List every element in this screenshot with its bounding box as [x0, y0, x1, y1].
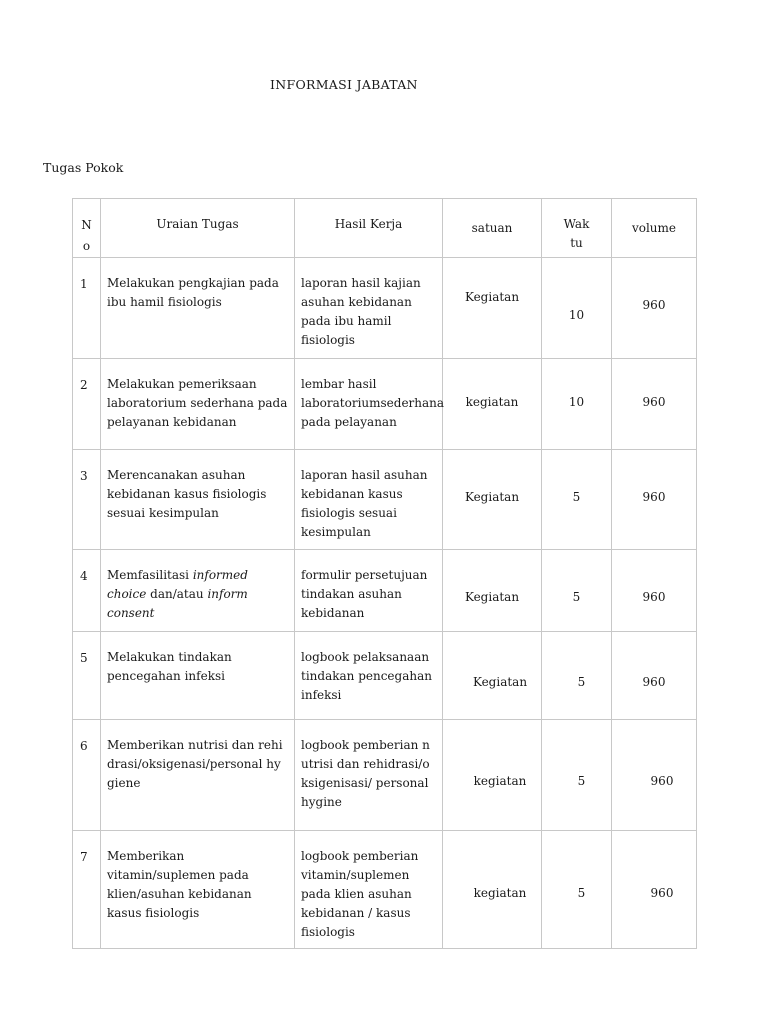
cell-waktu: 5 — [542, 720, 612, 831]
cell-hasil: logbook pemberian nutrisi dan rehidrasi/oksigenisasi/ personal hygine — [295, 720, 443, 831]
table-row — [73, 831, 697, 949]
cell-satuan: Kegiatan — [443, 258, 542, 359]
header-volume: volume — [612, 199, 697, 258]
cell-waktu: 5 — [542, 550, 612, 632]
header-uraian: Uraian Tugas — [101, 199, 295, 258]
cell-satuan: kegiatan — [443, 359, 542, 450]
cell-waktu: 5 — [542, 450, 612, 550]
cell-no: 6 — [73, 720, 101, 831]
cell-waktu: 5 — [542, 632, 612, 720]
cell-satuan: Kegiatan — [443, 550, 542, 632]
table-row — [73, 550, 697, 632]
cell-uraian: Melakukan pengkajian pada ibu hamil fisiologis — [101, 258, 295, 359]
cell-volume: 960 — [612, 632, 697, 720]
cell-volume: 960 — [612, 720, 697, 831]
task-table — [72, 198, 697, 949]
cell-volume: 960 — [612, 831, 697, 949]
cell-hasil: lembar hasil laboratoriumsederhana pada pelayanan — [295, 359, 443, 450]
cell-no: 7 — [73, 831, 101, 949]
cell-hasil: laporan hasil asuhan kebidanan kasus fisiologis sesuai kesimpulan — [295, 450, 443, 550]
table-row — [73, 359, 697, 450]
document-title: INFORMASI JABATAN — [270, 77, 418, 92]
cell-no: 1 — [73, 258, 101, 359]
cell-satuan: Kegiatan — [443, 632, 542, 720]
table-row — [73, 720, 697, 831]
cell-volume: 960 — [612, 258, 697, 359]
cell-uraian: Melakukan pemeriksaan laboratorium sederhana pada pelayanan kebidanan — [101, 359, 295, 450]
table-header-row — [73, 199, 697, 258]
cell-volume: 960 — [612, 359, 697, 450]
header-hasil: Hasil Kerja — [295, 199, 443, 258]
cell-hasil: laporan hasil kajian asuhan kebidanan pada ibu hamil fisiologis — [295, 258, 443, 359]
cell-waktu: 10 — [542, 258, 612, 359]
cell-hasil: logbook pelaksanaan tindakan pencegahan infeksi — [295, 632, 443, 720]
table-row — [73, 258, 697, 359]
cell-satuan: Kegiatan — [443, 450, 542, 550]
cell-volume: 960 — [612, 450, 697, 550]
cell-hasil: formulir persetujuan tindakan asuhan kebidanan — [295, 550, 443, 632]
cell-satuan: kegiatan — [443, 831, 542, 949]
cell-satuan: kegiatan — [443, 720, 542, 831]
cell-hasil: logbook pemberian vitamin/suplemen pada klien asuhan kebidanan / kasus fisiologis — [295, 831, 443, 949]
cell-volume: 960 — [612, 550, 697, 632]
header-waktu: Wak tu — [542, 199, 612, 258]
cell-uraian: Merencanakan asuhan kebidanan kasus fisiologis sesuai kesimpulan — [101, 450, 295, 550]
section-heading: Tugas Pokok — [43, 160, 124, 175]
cell-uraian: Melakukan tindakan pencegahan infeksi — [101, 632, 295, 720]
cell-uraian: Memberikan nutrisi dan rehidrasi/oksigenasi/personal hygiene — [101, 720, 295, 831]
cell-waktu: 5 — [542, 831, 612, 949]
table-row — [73, 450, 697, 550]
cell-no: 5 — [73, 632, 101, 720]
cell-uraian: Memberikan vitamin/suplemen pada klien/asuhan kebidanan kasus fisiologis — [101, 831, 295, 949]
cell-no: 2 — [73, 359, 101, 450]
cell-waktu: 10 — [542, 359, 612, 450]
table-row — [73, 632, 697, 720]
cell-no: 4 — [73, 550, 101, 632]
cell-no: 3 — [73, 450, 101, 550]
header-no: N o — [73, 199, 101, 258]
cell-uraian: Memfasilitasi informed choice dan/atau inform consent — [101, 550, 295, 632]
header-satuan: satuan — [443, 199, 542, 258]
